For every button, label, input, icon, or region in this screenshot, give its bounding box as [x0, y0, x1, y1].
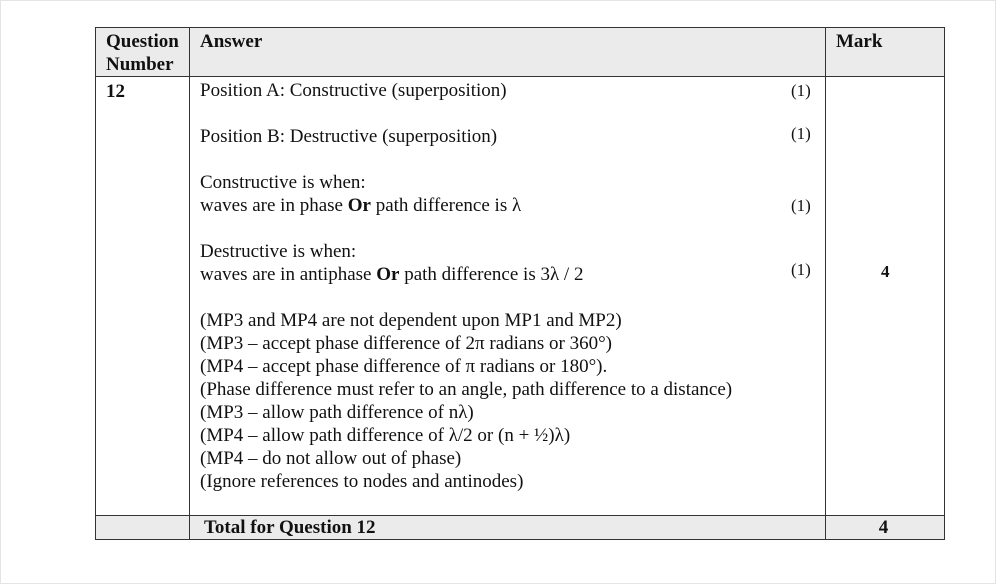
destructive-detail: [200, 263, 583, 286]
constructive-detail-pre: waves are in phase: [200, 195, 348, 216]
mark-point-3: (1): [791, 196, 811, 215]
note-3: (MP4 – accept phase difference of π radians or 180°).: [200, 356, 608, 377]
total-value: 4: [826, 516, 945, 540]
header-answer: Answer: [190, 28, 826, 77]
question-number: 12: [96, 77, 190, 516]
note-2: (MP3 – accept phase difference of 2π radians or 360°): [200, 333, 612, 354]
mark-scheme-table-wrapper: [95, 27, 945, 540]
header-number-label: Number: [106, 54, 174, 75]
note-8: (Ignore references to nodes and antinodes): [200, 471, 524, 492]
answer-cell: [190, 77, 826, 516]
total-empty-cell: [96, 516, 190, 540]
header-question-number: [96, 28, 190, 77]
mark-point-4: (1): [791, 260, 811, 279]
mark-scheme-table: [95, 27, 945, 540]
answer-position-b: Position B: Destructive (superposition): [200, 126, 498, 147]
destructive-intro: Destructive is when:: [200, 241, 357, 262]
total-label: Total for Question 12: [190, 516, 826, 540]
destructive-detail-pre: waves are in antiphase: [200, 264, 377, 285]
constructive-intro: Constructive is when:: [200, 172, 366, 193]
constructive-detail-post: path difference is λ: [370, 195, 522, 216]
header-question-label: Question: [106, 31, 179, 52]
header-row: [96, 28, 945, 77]
constructive-detail: [200, 194, 521, 217]
header-mark: Mark: [826, 28, 945, 77]
note-1: (MP3 and MP4 are not dependent upon MP1 and MP2): [200, 310, 622, 331]
destructive-detail-post: path difference is 3λ / 2: [399, 264, 584, 285]
total-row: [96, 516, 945, 540]
answer-position-a: Position A: Constructive (superposition): [200, 80, 507, 101]
destructive-or: Or: [376, 264, 400, 285]
question-row: [96, 77, 945, 516]
note-5: (MP3 – allow path difference of nλ): [200, 402, 474, 423]
mark-point-2: (1): [791, 124, 811, 143]
note-6: (MP4 – allow path difference of λ/2 or (n + ½)λ): [200, 425, 571, 446]
note-7: (MP4 – do not allow out of phase): [200, 448, 462, 469]
question-mark-total: 4: [881, 262, 890, 281]
mark-point-1: (1): [791, 81, 811, 100]
mark-cell: [826, 77, 945, 516]
note-4: (Phase difference must refer to an angle, path difference to a distance): [200, 379, 733, 400]
constructive-or: Or: [347, 195, 371, 216]
